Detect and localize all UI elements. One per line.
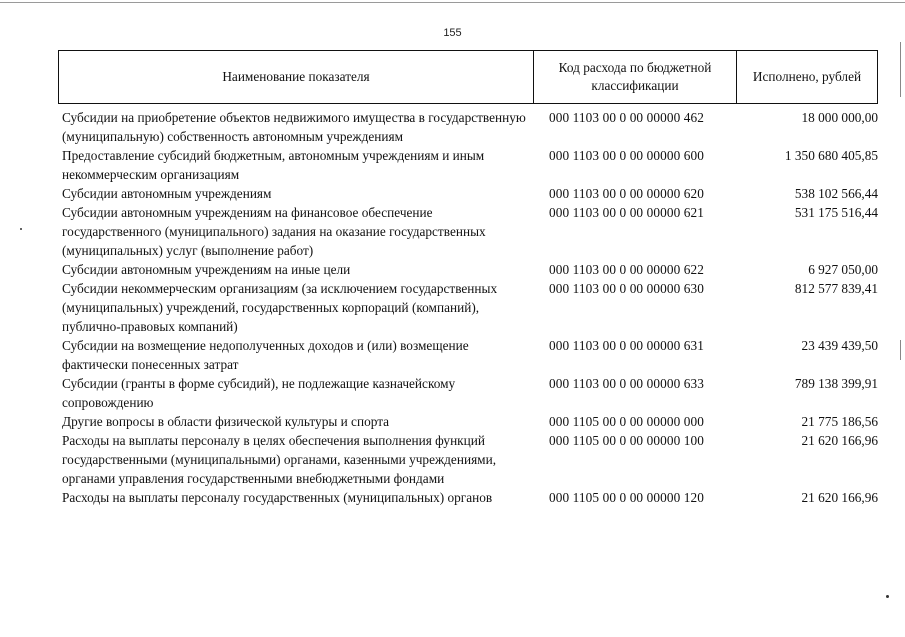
page-number: 155	[443, 27, 462, 39]
table-row	[62, 279, 880, 336]
row-name: Субсидии автономным учреждениям на финансовое обеспечение государственного (муниципального) задания на оказание государственных (муниципальных) услуг (выполнение работ)	[62, 205, 486, 258]
scan-edge-mark	[900, 42, 901, 97]
table-row	[62, 431, 880, 488]
scan-speck	[886, 595, 889, 598]
row-code: 000 1103 00 0 00 00000 631	[549, 338, 705, 353]
row-name: Субсидии автономным учреждениям	[62, 186, 272, 201]
scan-edge-mark	[900, 340, 901, 360]
row-code: 000 1103 00 0 00 00000 633	[549, 376, 705, 391]
row-amount: 1 350 680 405,85	[784, 148, 878, 163]
row-amount: 18 000 000,00	[801, 110, 878, 125]
table-row	[62, 108, 880, 146]
row-code: 000 1103 00 0 00 00000 600	[549, 148, 705, 163]
header-code: Код расхода по бюджетной классификации	[534, 51, 737, 103]
row-amount: 21 775 186,56	[801, 414, 878, 429]
row-amount: 21 620 166,96	[801, 433, 878, 448]
table-row	[62, 146, 880, 184]
row-amount: 812 577 839,41	[794, 281, 878, 296]
row-name: Субсидии на возмещение недополученных доходов и (или) возмещение фактически понесенных затрат	[62, 338, 469, 372]
row-name: Расходы на выплаты персоналу в целях обеспечения выполнения функций государственными (муниципальными) органами, казенными учреждениями, органами управления государственными внебюджетными фондами	[62, 433, 497, 486]
row-amount: 21 620 166,96	[801, 490, 878, 505]
scan-speck	[20, 228, 22, 230]
row-amount: 6 927 050,00	[808, 262, 878, 277]
table-row	[62, 203, 880, 260]
row-name: Субсидии (гранты в форме субсидий), не подлежащие казначейскому сопровождению	[62, 376, 456, 410]
row-code: 000 1103 00 0 00 00000 621	[549, 205, 705, 220]
row-name: Субсидии автономным учреждениям на иные цели	[62, 262, 351, 277]
row-amount: 789 138 399,91	[794, 376, 878, 391]
row-code: 000 1103 00 0 00 00000 462	[549, 110, 705, 125]
row-code: 000 1105 00 0 00 00000 000	[549, 414, 705, 429]
row-amount: 538 102 566,44	[794, 186, 878, 201]
row-name: Предоставление субсидий бюджетным, автономным учреждениям и иным некоммерческим организациям	[62, 148, 485, 182]
row-name: Расходы на выплаты персоналу государственных (муниципальных) органов	[62, 490, 493, 505]
row-code: 000 1103 00 0 00 00000 622	[549, 262, 705, 277]
table-row	[62, 336, 880, 374]
row-name: Субсидии на приобретение объектов недвижимого имущества в государственную (муниципальную) собственность автономным учреждениям	[62, 110, 526, 144]
row-amount: 531 175 516,44	[794, 205, 878, 220]
table-row	[62, 374, 880, 412]
row-name: Другие вопросы в области физической культуры и спорта	[62, 414, 390, 429]
row-code: 000 1103 00 0 00 00000 620	[549, 186, 705, 201]
table-row	[62, 184, 880, 203]
table-body	[62, 108, 880, 507]
row-name: Субсидии некоммерческим организациям (за исключением государственных (муниципальных) учреждений, государственных корпораций (компаний), публично-правовых компаний)	[62, 281, 498, 334]
page-top-border	[0, 2, 905, 3]
table-header	[58, 50, 878, 104]
table-row	[62, 412, 880, 431]
table-row	[62, 260, 880, 279]
header-name: Наименование показателя	[59, 51, 534, 103]
header-amount: Исполнено, рублей	[752, 69, 862, 84]
table-row	[62, 488, 880, 507]
row-code: 000 1105 00 0 00 00000 100	[549, 433, 705, 448]
row-amount: 23 439 439,50	[801, 338, 878, 353]
row-code: 000 1105 00 0 00 00000 120	[549, 490, 705, 505]
row-code: 000 1103 00 0 00 00000 630	[549, 281, 705, 296]
